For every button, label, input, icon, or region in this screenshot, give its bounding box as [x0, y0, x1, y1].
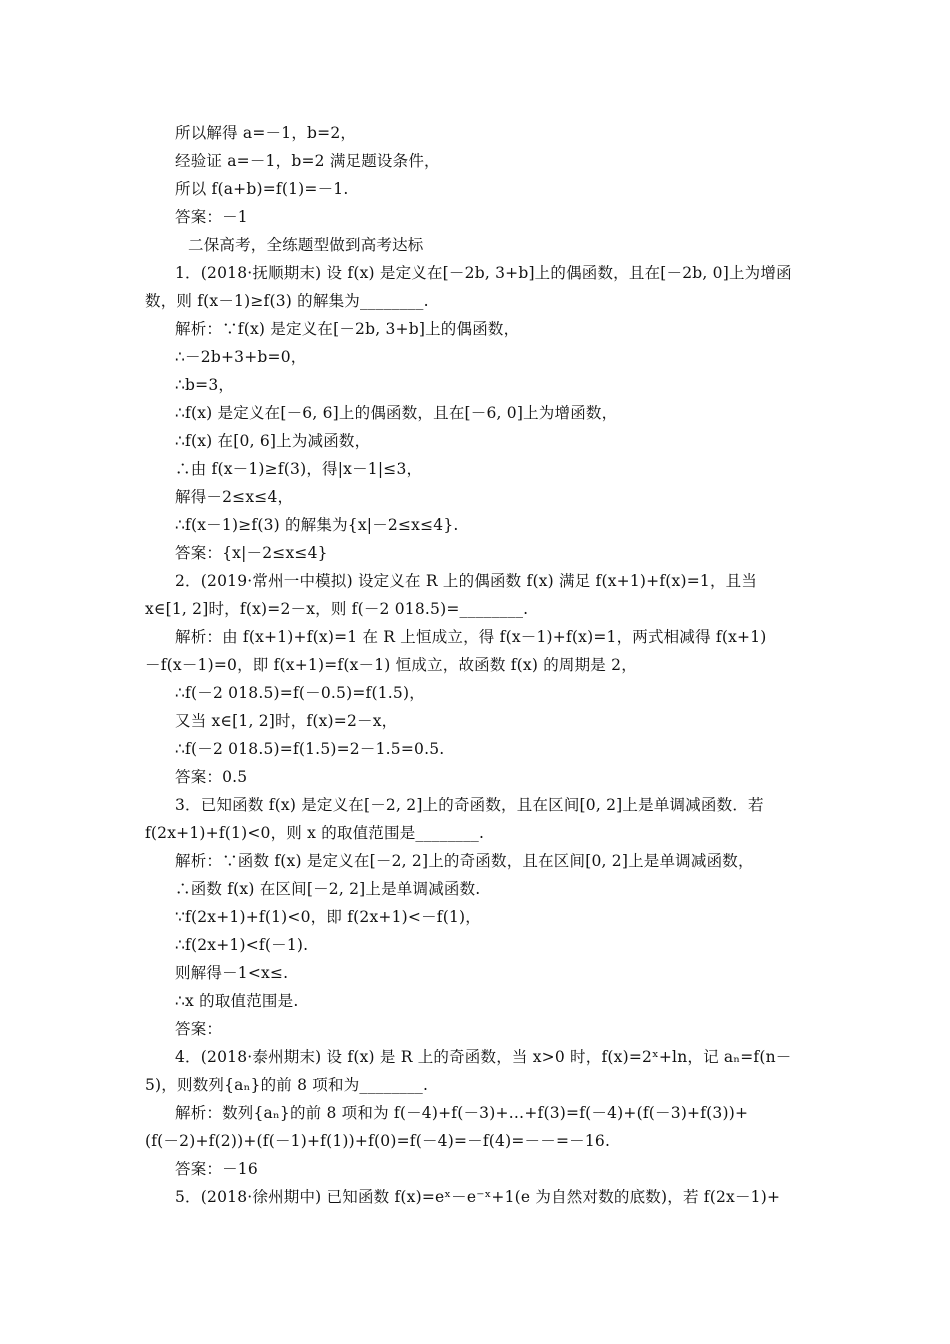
text-line: ∴x 的取值范围是. [175, 992, 299, 1010]
text-line: 数，则 f(x－1)≥f(3) 的解集为________. [145, 292, 429, 310]
text-line: x∈[1, 2]时，f(x)=2－x，则 f(－2 018.5)=________. [145, 600, 529, 618]
text-line: 解析：∵函数 f(x) 是定义在[－2, 2]上的奇函数，且在区间[0, 2]上是单调减函数， [175, 852, 754, 870]
text-line: －f(x－1)=0，即 f(x+1)=f(x－1) 恒成立，故函数 f(x) 的周期是 2， [145, 656, 637, 674]
text-line: 5)，则数列{aₙ}的前 8 项和为________. [145, 1076, 429, 1094]
text-line: ∴f(x－1)≥f(3) 的解集为{x|－2≤x≤4}. [175, 516, 459, 534]
text-line: ∴b=3， [175, 376, 235, 394]
question-5: 5．(2018·徐州期中) 已知函数 f(x)=eˣ－e⁻ˣ+1(e 为自然对数的底数)，若 f(2x－1)+ [175, 1188, 781, 1206]
section-heading: 二保高考，全练题型做到高考达标 [188, 236, 424, 254]
text-line: 答案：－16 [175, 1160, 258, 1178]
text-line: (f(－2)+f(2))+(f(－1)+f(1))+f(0)=f(－4)=－f(4)=－－=－16. [145, 1132, 611, 1150]
text-line: 所以 f(a+b)=f(1)=－1. [175, 180, 349, 198]
question-2: 2．(2019·常州一中模拟) 设定义在 R 上的偶函数 f(x) 满足 f(x+1)+f(x)=1，且当 [175, 572, 758, 590]
text-line: 又当 x∈[1, 2]时，f(x)=2－x， [175, 712, 398, 730]
text-line: ∴－2b+3+b=0， [175, 348, 307, 366]
question-3: 3．已知函数 f(x) 是定义在[－2, 2]上的奇函数，且在区间[0, 2]上是单调减函数．若 [175, 796, 764, 814]
text-line: 答案：0.5 [175, 768, 248, 786]
text-line: ∵f(2x+1)+f(1)<0，即 f(2x+1)<－f(1)， [175, 908, 481, 926]
text-line: f(2x+1)+f(1)<0，则 x 的取值范围是________. [145, 824, 485, 842]
text-line: ∴由 f(x－1)≥f(3)，得|x－1|≤3， [175, 460, 423, 478]
question-1: 1．(2018·抚顺期末) 设 f(x) 是定义在[－2b, 3+b]上的偶函数，且在[－2b, 0]上为增函 [175, 264, 792, 282]
text-line: 则解得－1<x≤. [175, 964, 289, 982]
text-line: 解析：由 f(x+1)+f(x)=1 在 R 上恒成立，得 f(x－1)+f(x)=1，两式相减得 f(x+1) [175, 628, 767, 646]
text-line: 答案：－1 [175, 208, 248, 226]
text-line: ∴f(2x+1)<f(－1). [175, 936, 309, 954]
text-line: ∴f(－2 018.5)=f(1.5)=2－1.5=0.5. [175, 740, 445, 758]
text-line: 答案： [175, 1020, 223, 1038]
text-line: ∴f(x) 在[0, 6]上为减函数， [175, 432, 371, 450]
text-line: ∴f(－2 018.5)=f(－0.5)=f(1.5)， [175, 684, 425, 702]
question-4: 4．(2018·泰州期末) 设 f(x) 是 R 上的奇函数，当 x>0 时，f(x)=2ˣ+ln，记 aₙ=f(n－ [175, 1048, 792, 1066]
text-line: 答案：{x|－2≤x≤4} [175, 544, 328, 562]
text-line: ∴f(x) 是定义在[－6, 6]上的偶函数，且在[－6, 0]上为增函数， [175, 404, 618, 422]
text-line: 经验证 a=－1，b=2 满足题设条件， [175, 152, 440, 170]
text-line: 解得－2≤x≤4， [175, 488, 294, 506]
text-line: 所以解得 a=－1，b=2， [175, 124, 357, 142]
text-line: ∴函数 f(x) 在区间[－2, 2]上是单调减函数. [175, 880, 481, 898]
text-line: 解析：∵f(x) 是定义在[－2b, 3+b]上的偶函数， [175, 320, 520, 338]
text-line: 解析：数列{aₙ}的前 8 项和为 f(－4)+f(－3)+…+f(3)=f(－4)+(f(－3)+f(3))+ [175, 1104, 749, 1122]
